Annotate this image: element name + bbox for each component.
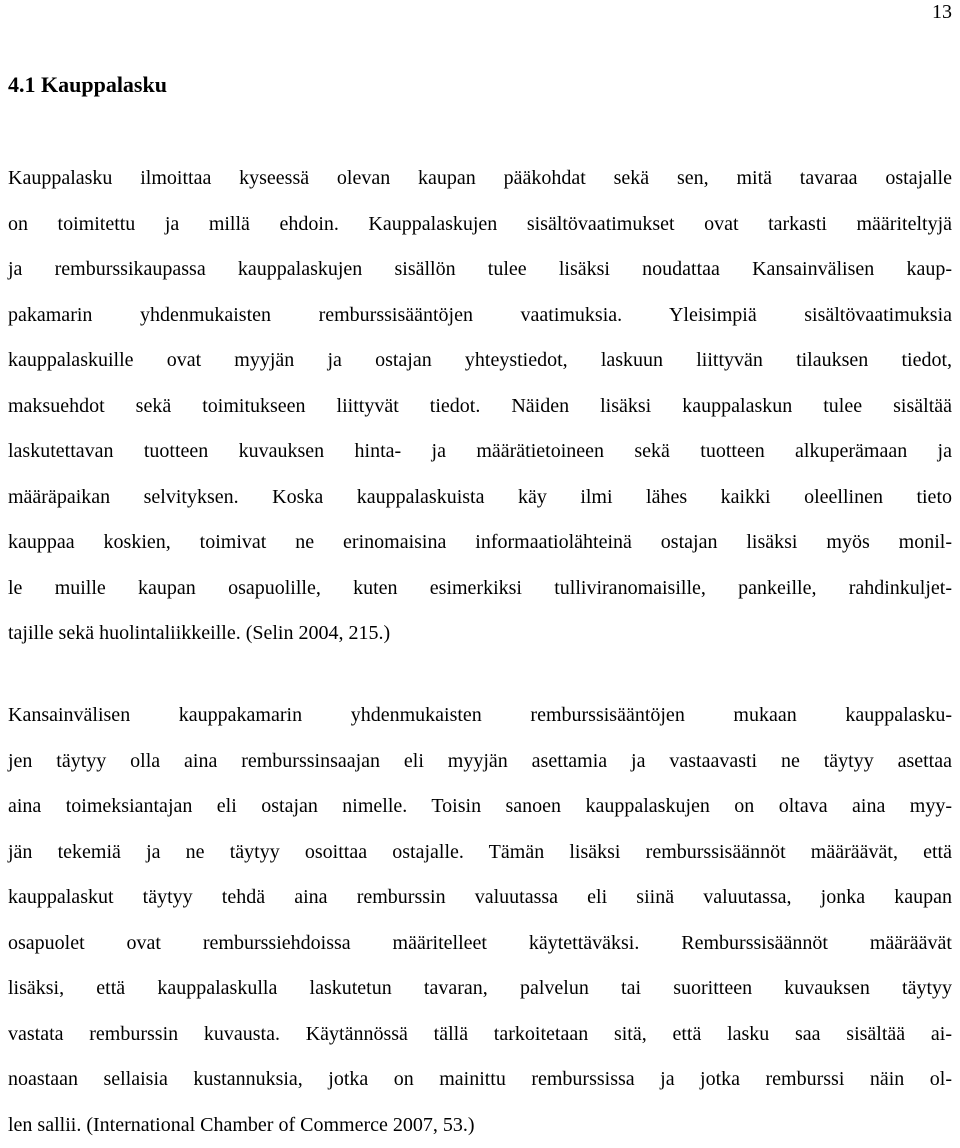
paragraph-line: Kauppalasku ilmoittaa kyseessä olevan kaupan pääkohdat sekä sen, mitä tavaraa ostajalle bbox=[8, 156, 952, 202]
section-heading: 4.1 Kauppalasku bbox=[8, 70, 167, 100]
paragraph-line: määräpaikan selvityksen. Koska kauppalaskuista käy ilmi lähes kaikki oleellinen tieto bbox=[8, 475, 952, 521]
paragraph-line: aina toimeksiantajan eli ostajan nimelle. Toisin sanoen kauppalaskujen on oltava aina myy- bbox=[8, 784, 952, 830]
paragraph-line: pakamarin yhdenmukaisten remburssisääntöjen vaatimuksia. Yleisimpiä sisältövaatimuksia bbox=[8, 293, 952, 339]
paragraph-line: lisäksi, että kauppalaskulla laskutetun tavaran, palvelun tai suoritteen kuvauksen täytyy bbox=[8, 966, 952, 1012]
paragraph-line: noastaan sellaisia kustannuksia, jotka on mainittu remburssissa ja jotka remburssi näin ol- bbox=[8, 1057, 952, 1103]
paragraph-line: jän tekemiä ja ne täytyy osoittaa ostajalle. Tämän lisäksi remburssisäännöt määräävät, että bbox=[8, 830, 952, 876]
paragraph-1 bbox=[8, 156, 952, 657]
paragraph-line: Kansainvälisen kauppakamarin yhdenmukaisten remburssisääntöjen mukaan kauppalasku- bbox=[8, 693, 952, 739]
paragraph-line: ja remburssikaupassa kauppalaskujen sisällön tulee lisäksi noudattaa Kansainvälisen kaup- bbox=[8, 247, 952, 293]
paragraph-line: len sallii. (International Chamber of Commerce 2007, 53.) bbox=[8, 1103, 952, 1148]
paragraph-line: jen täytyy olla aina remburssinsaajan eli myyjän asettamia ja vastaavasti ne täytyy asettaa bbox=[8, 739, 952, 785]
paragraph-line: kauppaa koskien, toimivat ne erinomaisina informaatiolähteinä ostajan lisäksi myös monil- bbox=[8, 520, 952, 566]
paragraph-line: kauppalaskuille ovat myyjän ja ostajan yhteystiedot, laskuun liittyvän tilauksen tiedot, bbox=[8, 338, 952, 384]
paragraph-line: le muille kaupan osapuolille, kuten esimerkiksi tulliviranomaisille, pankeille, rahdinkuljet- bbox=[8, 566, 952, 612]
paragraph-line: maksuehdot sekä toimitukseen liittyvät tiedot. Näiden lisäksi kauppalaskun tulee sisältää bbox=[8, 384, 952, 430]
paragraph-line: tajille sekä huolintaliikkeille. (Selin 2004, 215.) bbox=[8, 611, 952, 657]
paragraph-line: kauppalaskut täytyy tehdä aina remburssin valuutassa eli siinä valuutassa, jonka kaupan bbox=[8, 875, 952, 921]
page-number: 13 bbox=[932, 0, 952, 24]
paragraph-line: on toimitettu ja millä ehdoin. Kauppalaskujen sisältövaatimukset ovat tarkasti määriteltyjä bbox=[8, 202, 952, 248]
paragraph-line: vastata remburssin kuvausta. Käytännössä tällä tarkoitetaan sitä, että lasku saa sisältää ai- bbox=[8, 1012, 952, 1058]
paragraph-line: laskutettavan tuotteen kuvauksen hinta- ja määrätietoineen sekä tuotteen alkuperämaan ja bbox=[8, 429, 952, 475]
paragraph-line: osapuolet ovat remburssiehdoissa määritelleet käytettäväksi. Remburssisäännöt määräävät bbox=[8, 921, 952, 967]
paragraph-2 bbox=[8, 693, 952, 1148]
